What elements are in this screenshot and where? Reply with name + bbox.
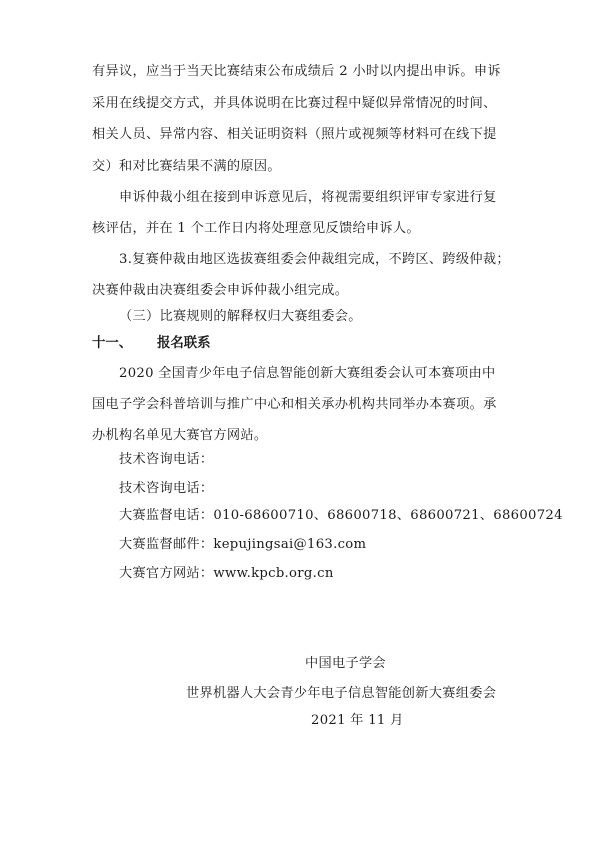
signature-date: 2021 年 11 月: [311, 713, 404, 728]
appeal-method-line-1: 有异议，应当于当天比赛结束公布成绩后 2 小时以内提出申诉。申诉: [92, 64, 501, 79]
intro-line-1: 2020 全国青少年电子信息智能创新大赛组委会认可本赛项由中: [119, 366, 496, 381]
signature-org-2: 世界机器人大会青少年电子信息智能创新大赛组委会: [186, 686, 497, 701]
appeal-handling-line-1: 申诉仲裁小组在接到申诉意见后，将视需要组织评审专家进行复: [119, 190, 497, 205]
section-title: 报名联系: [157, 336, 211, 351]
supervision-email: 大赛监督邮件：kepujingsai@163.com: [119, 537, 367, 552]
appeal-method-line-4: 交）和对比赛结果不满的原因。: [92, 159, 281, 174]
appeal-handling-line-2: 核评估，并在 1 个工作日内将处理意见反馈给申诉人。: [92, 221, 420, 236]
tech-phone-2: 技术咨询电话：: [119, 481, 214, 496]
appeal-method-line-2: 采用在线提交方式，并具体说明在比赛过程中疑似异常情况的时间、: [92, 96, 497, 111]
section-number: 十一、: [92, 336, 133, 351]
appeal-method-line-3: 相关人员、异常内容、相关证明资料（照片或视频等材料可在线下提: [92, 127, 497, 142]
supervision-phone: 大赛监督电话：010-68600710、68600718、68600721、68600724: [119, 508, 563, 523]
official-website: 大赛官方网站：www.kpcb.org.cn: [119, 566, 334, 581]
signature-org-1: 中国电子学会: [305, 656, 386, 671]
arbitration-line-1: 3.复赛仲裁由地区选拔赛组委会仲裁组完成，不跨区、跨级仲裁；: [119, 252, 510, 267]
arbitration-line-2: 决赛仲裁由决赛组委会申诉仲裁小组完成。: [92, 283, 349, 298]
tech-phone-1: 技术咨询电话：: [119, 452, 214, 467]
intro-line-3: 办机构名单见大赛官方网站。: [92, 428, 268, 443]
intro-line-2: 国电子学会科普培训与推广中心和相关承办机构共同举办本赛项。承: [92, 397, 497, 412]
interpretation-line: （三）比赛规则的解释权归大赛组委会。: [119, 309, 362, 324]
